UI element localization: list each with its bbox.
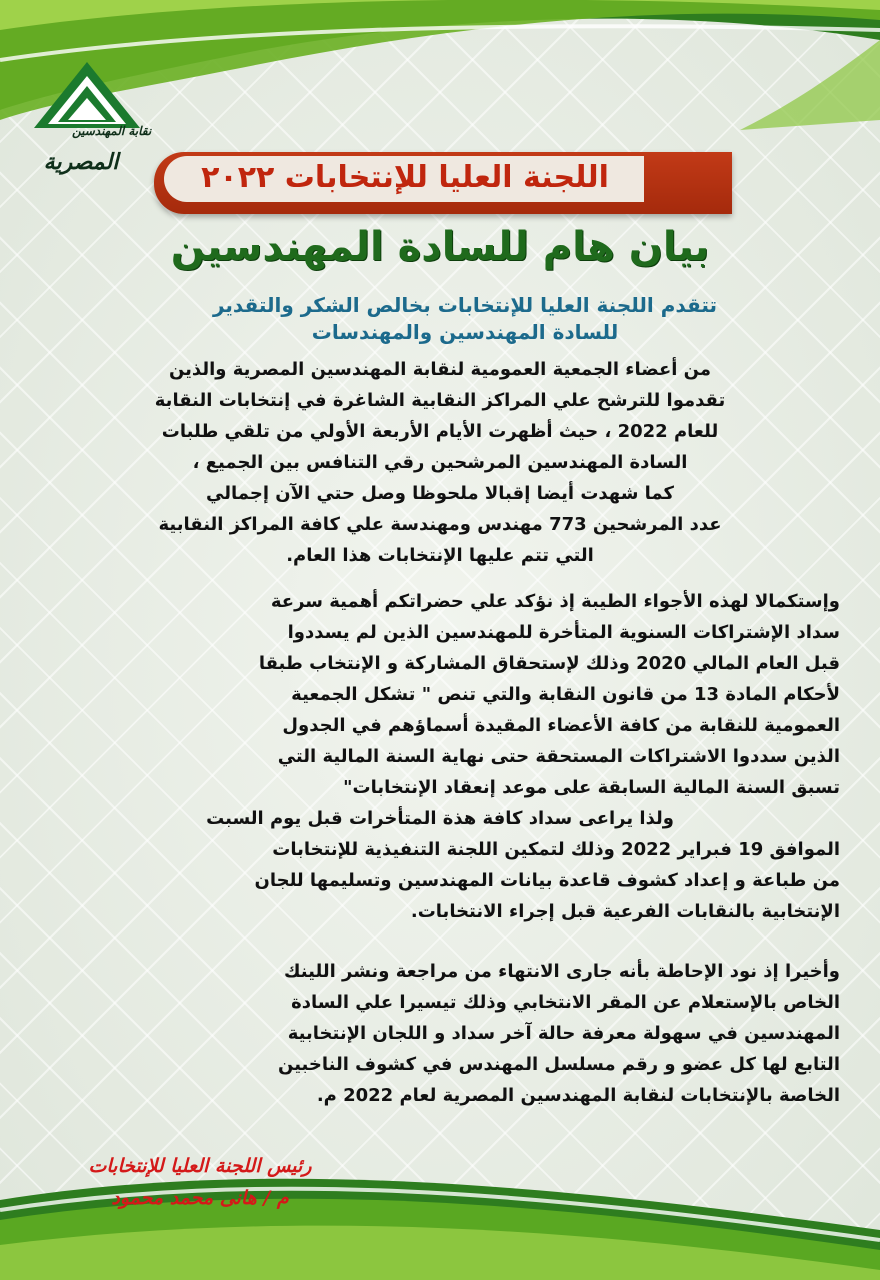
paragraph-line: وإستكمالا لهذه الأجواء الطيبة إذ نؤكد علي حضراتكم أهمية سرعة	[270, 591, 840, 612]
paragraph-line: الموافق 19 فبراير 2022 وذلك لتمكين اللجنة التنفيذية للإنتخابات	[272, 839, 840, 860]
logo-text-syndicate: نقابة المهندسين	[72, 124, 152, 138]
subtitle-line-2: للسادة المهندسين والمهندسات	[311, 320, 619, 344]
paragraph-line: المهندسين في سهولة معرفة حالة آخر سداد و اللجان الإنتخابية	[287, 1023, 840, 1044]
paragraph-line: من أعضاء الجمعية العمومية لنقابة المهندسين المصرية والذين	[168, 359, 712, 380]
paragraph-line: التي تتم عليها الإنتخابات هذا العام.	[286, 545, 594, 566]
paragraph-line: الذين سددوا الاشتراكات المستحقة حتى نهاية السنة المالية التي	[277, 746, 840, 767]
paragraph-line: العمومية للنقابة من كافة الأعضاء المقيدة أسماؤهم في الجدول	[282, 715, 840, 736]
paragraph-line: سداد الإشتراكات السنوية المتأخرة للمهندسين الذين لم يسددوا	[287, 622, 840, 643]
paragraph-3	[40, 956, 840, 1111]
paragraph-line: الإنتخابية بالنقابات الفرعية قبل إجراء الانتخابات.	[410, 901, 840, 922]
paragraph-line: للعام 2022 ، حيث أظهرت الأيام الأربعة الأولي من تلقي طلبات	[161, 421, 719, 442]
paragraph-line: الخاص بالإستعلام عن المقر الانتخابي وذلك تيسيرا علي السادة	[291, 992, 840, 1013]
paragraph-line: عدد المرشحين 773 مهندس ومهندسة علي كافة المراكز النقابية	[158, 514, 722, 535]
subtitle-line-1: تتقدم اللجنة العليا للإنتخابات بخالص الشكر والتقدير	[212, 293, 718, 317]
signature-name: م / هانى محمد محمود	[111, 1187, 289, 1209]
main-title: بيان هام للسادة المهندسين	[170, 224, 710, 270]
signature-title: رئيس اللجنة العليا للإنتخابات	[88, 1155, 312, 1177]
paragraph-line: السادة المهندسين المرشحين رقي التنافس بين الجميع ،	[192, 452, 688, 473]
paragraph-line: كما شهدت أيضا إقبالا ملحوظا وصل حتي الآن إجمالي	[206, 483, 674, 504]
logo-text-egyptian: المصرية	[43, 150, 119, 175]
logo-triangle-icon	[32, 60, 142, 130]
paragraph-line: وأخيرا إذ نود الإحاطة بأنه جارى الانتهاء من مراجعة ونشر اللينك	[284, 961, 840, 982]
paragraph-1	[40, 354, 840, 571]
paragraph-2	[40, 586, 840, 927]
paragraph-line: تسبق السنة المالية السابقة على موعد إنعقاد الإنتخابات"	[343, 777, 840, 798]
syndicate-logo	[12, 60, 162, 190]
paragraph-line: الخاصة بالإنتخابات لنقابة المهندسين المصرية لعام 2022 م.	[316, 1085, 840, 1106]
banner-title: اللجنة العليا للإنتخابات ٢٠٢٢	[201, 160, 609, 195]
subtitle	[120, 292, 810, 346]
paragraph-line: من طباعة و إعداد كشوف قاعدة بيانات المهندسين وتسليمها للجان	[254, 870, 840, 891]
paragraph-line: تقدموا للترشح علي المراكز النقابية الشاغرة في إنتخابات النقابة	[154, 390, 726, 411]
signature	[40, 1150, 360, 1214]
paragraph-line: ولذا يراعى سداد كافة هذة المتأخرات قبل يوم السبت	[206, 808, 674, 829]
paragraph-line: لأحكام المادة 13 من قانون النقابة والتي تنص " تشكل الجمعية	[291, 684, 840, 705]
paragraph-line: التابع لها كل عضو و رقم مسلسل المهندس في كشوف الناخبين	[278, 1054, 840, 1075]
paragraph-line: قبل العام المالي 2020 وذلك لإستحقاق المشاركة و الإنتخاب طبقا	[258, 653, 840, 674]
